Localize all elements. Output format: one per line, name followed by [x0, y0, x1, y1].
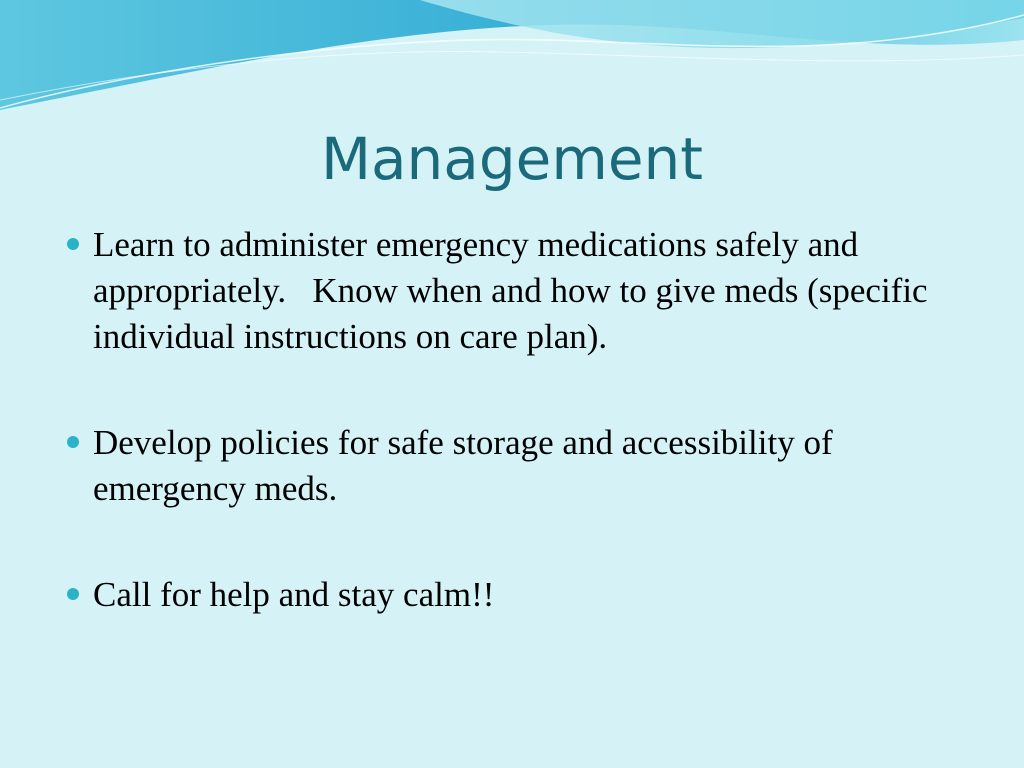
bullet-dot-icon — [67, 588, 79, 600]
slide-title: Management — [320, 125, 704, 193]
bullet-item — [64, 222, 964, 360]
bullet-text: Call for help and stay calm!! — [93, 575, 495, 614]
bullet-item — [64, 572, 964, 618]
bullet-text: Develop policies for safe storage and accessibility of emergency meds. — [93, 423, 842, 508]
bullet-dot-icon — [67, 238, 79, 250]
bullet-dot-icon — [67, 436, 79, 448]
bullet-text: Learn to administer emergency medications safely and appropriately. Know when and how to give meds (specific individual instructions on care plan). — [93, 225, 937, 356]
bullet-item — [64, 420, 964, 512]
wave-header-decoration — [0, 0, 1024, 120]
bullet-list — [64, 222, 964, 618]
